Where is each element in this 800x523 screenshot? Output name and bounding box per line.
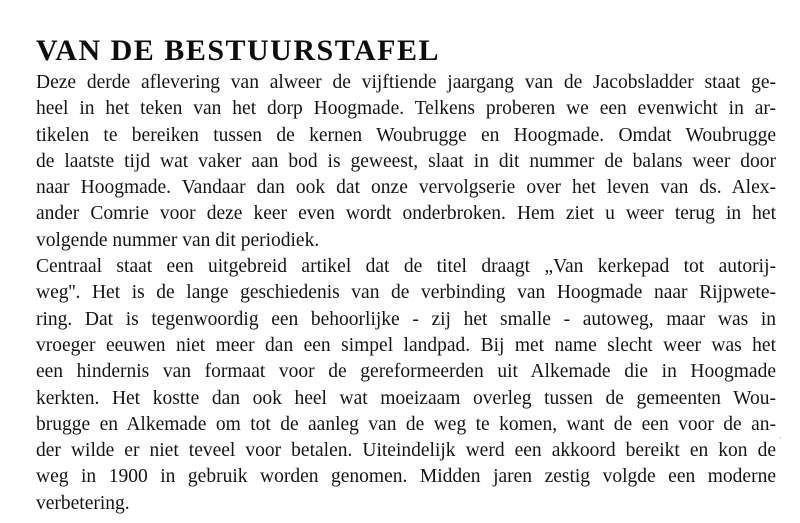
scan-speck: · <box>779 434 782 444</box>
body-line: een hindernis van formaat voor de gereformeerden uit Alkemade die in Hoogmade <box>36 361 776 383</box>
body-line: vroeger eeuwen niet meer dan een simpel landpad. Bij met name slecht weer was het <box>36 334 776 356</box>
body-line: tikelen te bereiken tussen de kernen Woubrugge en Hoogmade. Omdat Woubrugge <box>36 124 776 146</box>
body-line: de laatste tijd wat vaker aan bod is geweest, slaat in dit nummer de balans weer door <box>36 150 776 172</box>
body-line: weg in 1900 in gebruik worden genomen. Midden jaren zestig volgde een moderne <box>36 466 776 488</box>
body-line: weg''. Het is de lange geschiedenis van de verbinding van Hoogmade naar Rijpwete- <box>36 282 776 304</box>
body-line: ring. Dat is tegenwoordig een behoorlijke - zij het smalle - autoweg, maar was in <box>36 308 776 330</box>
body-line: volgende nummer van dit periodiek. <box>36 229 320 251</box>
body-line: verbetering. <box>36 492 130 514</box>
body-line: brugge en Alkemade om tot de aanleg van de weg te komen, want de een voor de an- <box>36 413 776 435</box>
body-line: kerkten. Het kostte dan ook heel wat moeizaam overleg tussen de gemeenten Wou- <box>36 387 776 409</box>
body-line: Deze derde aflevering van alweer de vijftiende jaargang van de Jacobsladder staat ge- <box>36 72 776 93</box>
body-line: heel in het teken van het dorp Hoogmade. Telkens proberen we een evenwicht in ar- <box>36 98 776 120</box>
body-line: Centraal staat een uitgebreid artikel dat de titel draagt „Van kerkepad tot autorij- <box>36 256 776 278</box>
article-title: VAN DE BESTUURSTAFEL <box>36 34 440 67</box>
body-line: naar Hoogmade. Vandaar dan ook dat onze vervolgserie over het leven van ds. Alex- <box>36 177 776 199</box>
body-line: der wilde er niet teveel voor betalen. Uiteindelijk werd een akkoord bereikt en kon de <box>36 440 776 462</box>
body-line: ander Comrie voor deze keer even wordt onderbroken. Hem ziet u weer terug in het <box>36 203 776 225</box>
article-body <box>36 70 776 517</box>
